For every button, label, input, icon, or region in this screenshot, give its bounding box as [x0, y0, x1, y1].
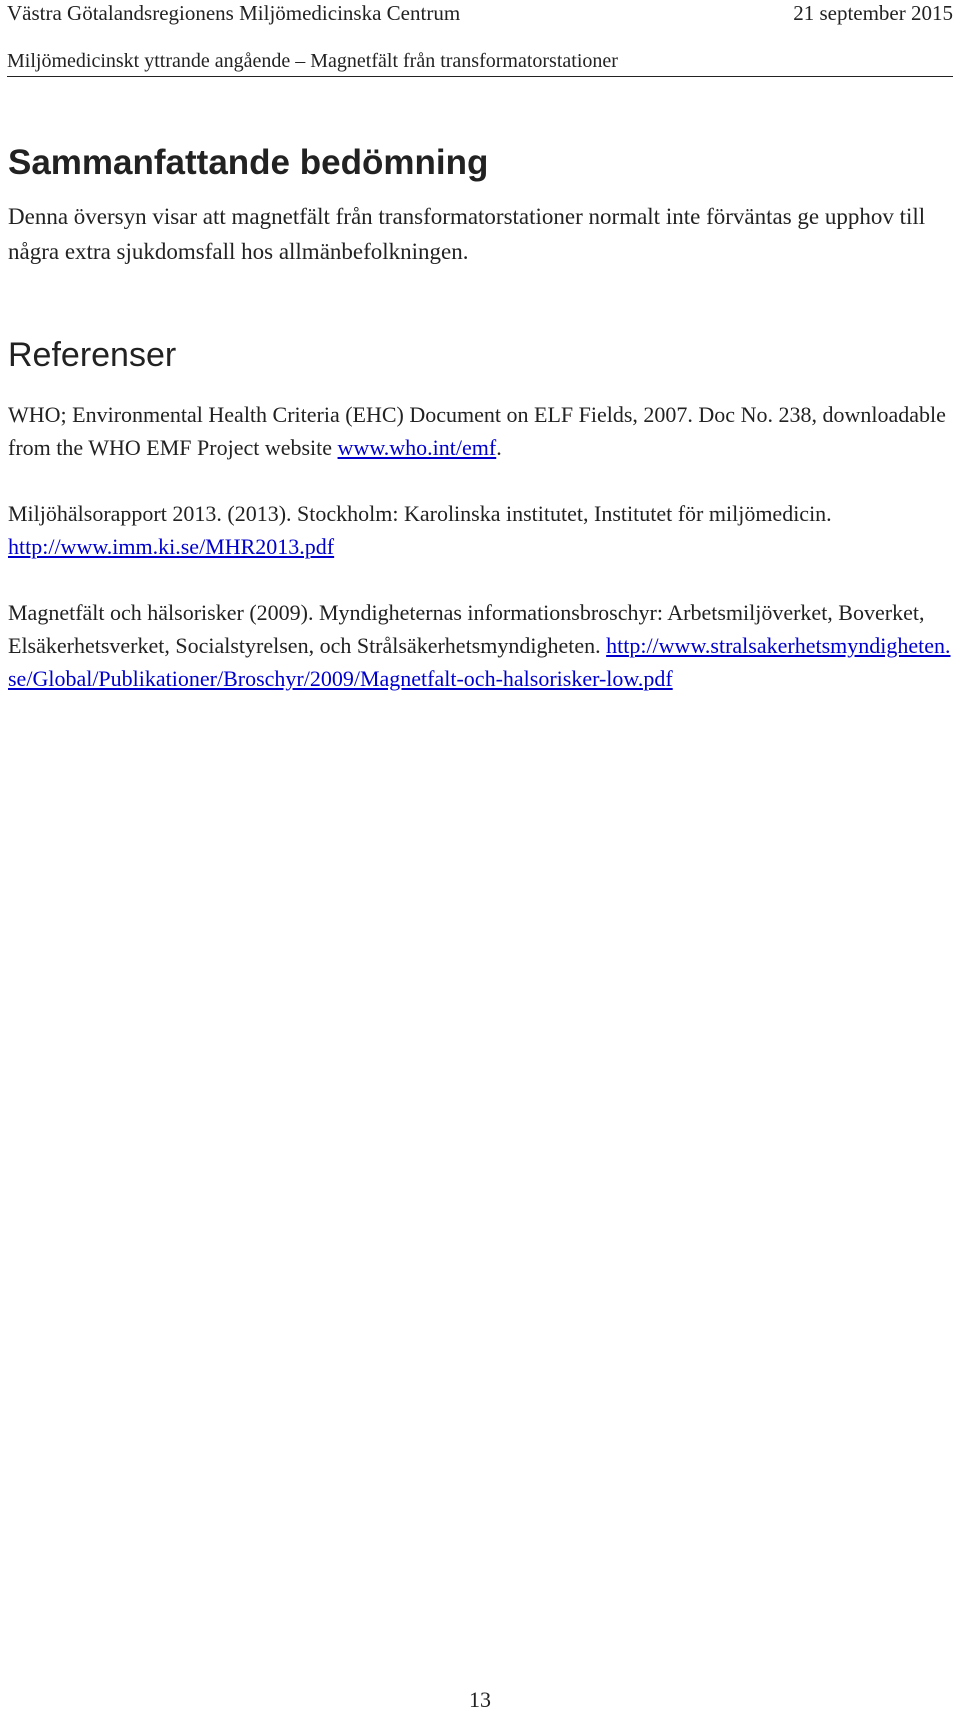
reference-text: Miljöhälsorapport 2013. (2013). Stockholm: Karolinska institutet, Institutet för miljömedicin.	[8, 501, 832, 526]
references-heading: Referenser	[8, 336, 177, 374]
header-top-row	[7, 0, 953, 26]
summary-text: Denna översyn visar att magnetfält från transformatorstationer normalt inte förväntas ge upphov till några extra sjukdomsfall hos allmänbefolkningen.	[8, 204, 926, 264]
reference-suffix: .	[496, 435, 502, 460]
header-divider	[7, 76, 953, 77]
header-date: 21 september 2015	[793, 1, 953, 25]
reference-link-ssm[interactable]: http://www.stralsakerhetsmyndigheten.se/Global/Publikationer/Broschyr/2009/Magnetfalt-och-halsorisker-low.pdf	[8, 633, 951, 691]
reference-item	[8, 596, 952, 695]
summary-heading: Sammanfattande bedömning	[8, 143, 489, 182]
header-subtitle: Miljömedicinskt yttrande angående – Magnetfält från transformatorstationer	[7, 50, 618, 72]
header-organization: Västra Götalandsregionens Miljömedicinska Centrum	[7, 1, 461, 25]
reference-item	[8, 497, 952, 563]
reference-item	[8, 398, 952, 464]
page-number: 13	[469, 1687, 491, 1712]
reference-text: WHO; Environmental Health Criteria (EHC) Document on ELF Fields, 2007. Doc No. 238, downloadable from the WHO EMF Project website	[8, 402, 946, 460]
reference-link-imm[interactable]: http://www.imm.ki.se/MHR2013.pdf	[8, 534, 335, 559]
page-header	[7, 0, 953, 77]
reference-text: Magnetfält och hälsorisker (2009). Myndigheternas informationsbroschyr: Arbetsmiljöverket, Boverket, Elsäkerhetsverket, Socialstyrelsen, och Strålsäkerhetsmyndigheten.	[8, 600, 925, 658]
document-body	[8, 130, 952, 695]
reference-link-who[interactable]: www.who.int/emf	[337, 435, 497, 460]
